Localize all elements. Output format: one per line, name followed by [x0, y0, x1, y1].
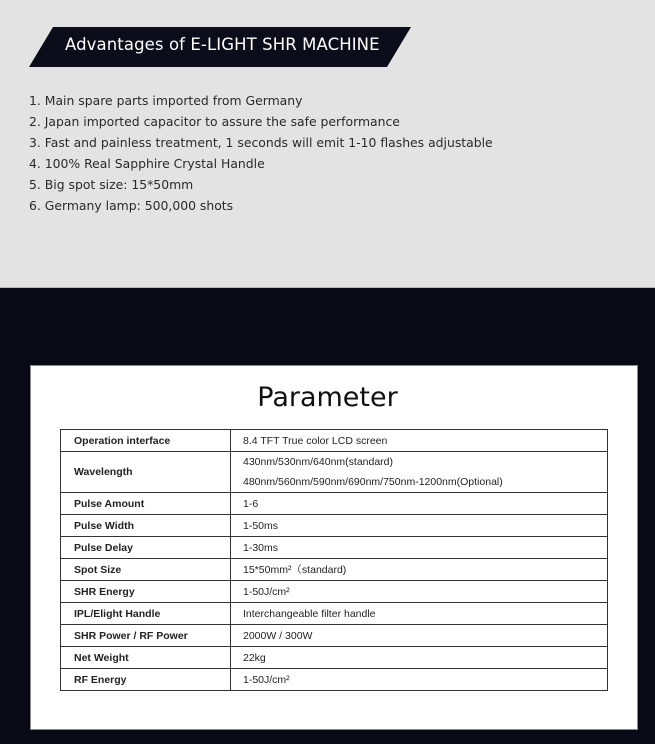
advantages-list [29, 90, 493, 216]
table-row [61, 581, 608, 603]
param-value: 1-6 [231, 493, 608, 515]
param-key: RF Energy [61, 669, 231, 691]
param-value-line: 480nm/560nm/590nm/690nm/750nm-1200nm(Optional) [243, 476, 503, 488]
param-value: 2000W / 300W [231, 625, 608, 647]
advantage-item: 2. Japan imported capacitor to assure the safe performance [29, 114, 400, 129]
param-key: SHR Power / RF Power [61, 625, 231, 647]
table-row [61, 493, 608, 515]
table-row [61, 559, 608, 581]
param-value: 1-30ms [231, 537, 608, 559]
param-key: Operation interface [61, 430, 231, 452]
table-row [61, 452, 608, 493]
param-value-line: 430nm/530nm/640nm(standard) [243, 456, 394, 468]
table-row [61, 647, 608, 669]
param-value: 8.4 TFT True color LCD screen [231, 430, 608, 452]
param-value: 1-50ms [231, 515, 608, 537]
advantage-item: 5. Big spot size: 15*50mm [29, 177, 194, 192]
param-key: Wavelength [61, 452, 231, 493]
table-row [61, 603, 608, 625]
table-row [61, 430, 608, 452]
advantages-section [0, 0, 655, 288]
advantage-item: 4. 100% Real Sapphire Crystal Handle [29, 156, 265, 171]
param-value: 15*50mm²（standard) [231, 559, 608, 581]
advantage-item: 1. Main spare parts imported from Germany [29, 93, 303, 108]
table-row [61, 515, 608, 537]
parameter-table [60, 429, 608, 691]
parameter-title: Parameter [257, 382, 398, 413]
param-key: Spot Size [61, 559, 231, 581]
param-value: 1-50J/cm² [231, 581, 608, 603]
table-row [61, 625, 608, 647]
param-key: Pulse Width [61, 515, 231, 537]
param-key: SHR Energy [61, 581, 231, 603]
param-value: 1-50J/cm² [231, 669, 608, 691]
param-key: IPL/Elight Handle [61, 603, 231, 625]
table-row [61, 537, 608, 559]
table-row [61, 669, 608, 691]
advantage-item: 6. Germany lamp: 500,000 shots [29, 198, 234, 213]
advantages-title: Advantages of E-LIGHT SHR MACHINE [65, 35, 380, 54]
advantage-item: 3. Fast and painless treatment, 1 seconds will emit 1-10 flashes adjustable [29, 135, 493, 150]
param-key: Pulse Delay [61, 537, 231, 559]
param-value [231, 452, 608, 493]
param-key: Pulse Amount [61, 493, 231, 515]
param-value: 22kg [231, 647, 608, 669]
param-value: Interchangeable filter handle [231, 603, 608, 625]
param-key: Net Weight [61, 647, 231, 669]
